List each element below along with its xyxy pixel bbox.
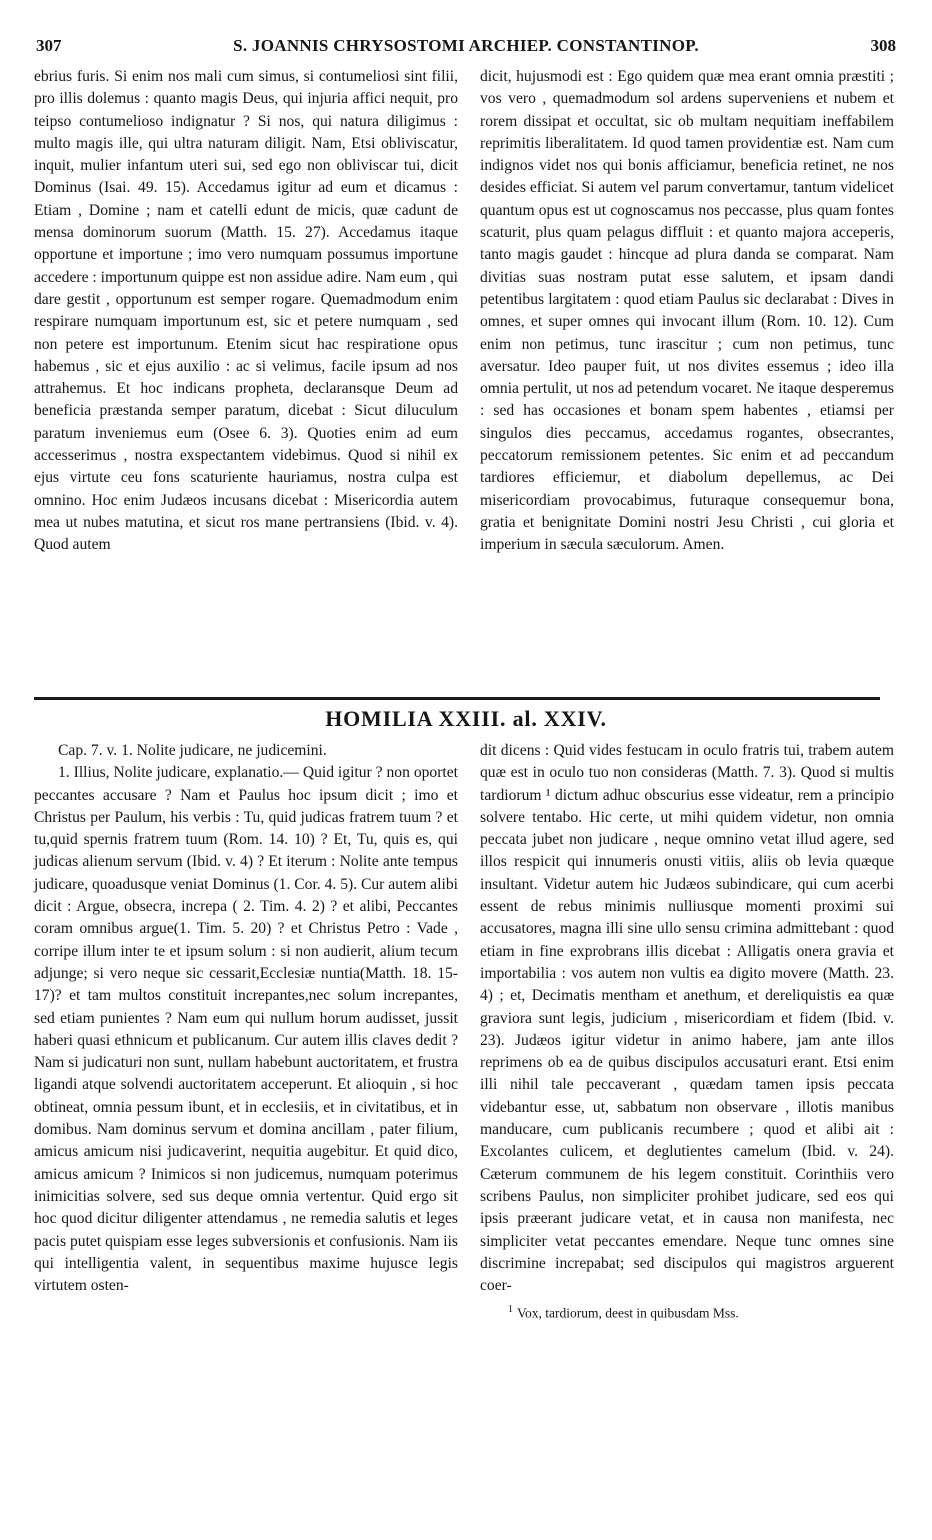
chapter-line: Cap. 7. v. 1. Nolite judicare, ne judicemini.	[58, 742, 327, 759]
running-header	[36, 36, 896, 62]
body-paragraph: 1. Illius, Nolite judicare, explanatio.— Quid igitur ? non oportet peccantes accusare ? Nam et Paulus hoc ipsum dicit ; imo et Christus per Paulum, his verbis : Tu, quid judicas fratrem tuum ? et tu,quid spernis fratrem tuum (Rom. 14. 10) ? Et, Tu, quis es, qui judicas alienum servum (Ibid. v. 4) ? Et iterum : Nolite ante tempus judicare, quoadusque veniat Dominus (1. Cor. 4. 5). Cur autem alibi dicit : Argue, obsecra, increpa ( 2. Tim. 4. 2) ? et alibi, Peccantes coram omnibus argue(1. Tim. 5. 20) ? et Christus Petro : Vade , corripe illum inter te et ipsum solum : si non audierit, alium tecum adjunge; si vero neque sic cessarit,Ecclesiæ nuntia(Matth. 18. 15-17)? et tam multos constituit increpantes,nec solum increpantes, sed etiam punientes ? Nam eum qui nullum horum audisset, jussit haberi quasi ethnicum et publicanum. Cur autem illis claves dedit ? Nam si judicaturi non sunt, nullam habebunt auctoritatem, et frustra ligandi atque solvendi auctoritatem acceperunt. Et alioquin , si hoc obtineat, omnia pessum ibunt, et in ecclesiis, et in civitatibus, et in domibus. Nam dominus servum et domina ancillam , pater filium, amicus amicum nisi judicaverint, nequitia augebitur. Et quid dico, amicus amicum ? Inimicos si non judicemus, numquam poterimus inimicitias solvere, sed sus deque omnia vertentur. Quid ergo sit hoc quod dicitur diligenter attendamus , ne remedia salutis et leges pacis putet quispiam esse leges subversionis et confusionis. Nam iis qui intelligentia valent, in sequentibus maxime hujusce legis virtutem osten-	[34, 764, 458, 1295]
page-number-right: 308	[870, 36, 896, 55]
top-right-column	[480, 66, 894, 557]
section-divider	[34, 697, 880, 700]
bottom-right-column	[480, 740, 894, 1323]
homily-title: HOMILIA XXIII. al. XXIV.	[325, 706, 607, 731]
body-paragraph: ebrius furis. Si enim nos mali cum simus, si contumeliosi sint filii, pro illis dolemus : quanto magis Deus, qui injuria affici nequit, pro teipso contumelioso indignatur ? Si nos, qui natura diligimus : multo magis ille, qui ultra naturam diligit. Nam, Etsi obliviscatur, inquit, mulier infantum uteri sui, sed ego non obliviscar tui, dicit Dominus (Isai. 49. 15). Accedamus igitur ad eum et dicamus : Etiam , Domine ; nam et catelli edunt de micis, quæ cadunt de mensa dominorum suorum (Matth. 15. 27). Accedamus itaque opportune et importune ; imo vero numquam possumus importune accedere : importunum quippe est non assidue adire. Nam eum , qui dare gestit , opportunum est semper rogare. Quemadmodum enim respirare numquam importunum est, sic et petere numquam , sed non petere est importunum. Etenim sicut hac respiratione opus habemus , sic et ejus auxilio : ac si velimus, facile ipsum ad nos attrahemus. Et hoc indicans propheta, declaransque Deum ad beneficia præstanda semper paratum, dicebat : Sicut diluculum paratum inveniemus eum (Osee 6. 3). Quoties enim ad eum accesserimus , nostra exspectantem videbimus. Quod si nihil ex ejus virtute ceu fons scaturiente hauriamus, nostra culpa est omnino. Hoc enim Judæos incusans dicebat : Misericordia autem mea ut nubes matutina, et sicut ros mane pertransiens (Ibid. v. 4). Quod autem	[34, 68, 458, 554]
body-paragraph: dit dicens : Quid vides festucam in oculo fratris tui, trabem autem quæ est in oculo tuo non consideras (Matth. 7. 3). Quod si multis tardiorum ¹ dictum adhuc obscurius esse videatur, rem a principio solvere tentabo. Hic certe, ut mihi quidem videtur, non omnia peccata jubet non judicare , neque omnino vetat illud agere, sed illos respicit qui innumeris onusti vitiis, aliis ob levia quæque insultant. Videtur autem hic Judæos subindicare, qui cum acerbi essent de rebus minimis nulliusque momenti proximi sui accusatores, magna illi sine ullo sensu crimina admittebant : quod etiam in fine exprobrans illis dicebat : Alligatis onera gravia et importabilia : vos autem non vultis ea digito movere (Matth. 23. 4) ; et, Decimatis mentham et anethum, et dereliquistis ea quæ graviora sunt legis, judicium , misericordiam et fidem (Ibid. v. 23). Judæos igitur videtur in animo habere, jam ante illos reprimens ob ea de quibus discipulos accusaturi erant. Etsi enim illi nihil tale peccaverant , quædam tamen ipsis peccata videbantur esse, ut, sabbatum non observare , illotis manibus manducare, cum publicanis recumbere ; quod et alibi ait : Excolantes culicem, et deglutientes camelum (Ibid. v. 24). Cæterum communem de his legem constituit. Corinthiis vero scribens Paulus, non simpliciter prohibet judicare, sed eos qui ipsis præerant judicare vetat, et in causa non manifesta, nec simpliciter vetat peccantes emendare. Neque tunc omnes sine discrimine increpabat; sed discipulos qui magistros arguerent coer-	[480, 742, 894, 1295]
top-left-column	[34, 66, 458, 557]
footnote-marker: 1	[508, 1304, 513, 1316]
page-number-left: 307	[36, 36, 62, 55]
footnote-text: Vox, tardiorum, deest in quibusdam Mss.	[517, 1305, 739, 1321]
body-paragraph: dicit, hujusmodi est : Ego quidem quæ mea erant omnia præstiti ; vos vero , quemadmodum sol ardens superveniens et nubem et rorem dissipat et occultat, sic ob multam nequitiam ineffabilem reprimitis liberalitatem. Id quod tamen providentiæ est. Nam cum indignos videt nos qui bonis afficiamur, beneficia retinet, ne nos desides efficiat. Si autem vel parum convertamur, tantum videlicet quantum opus est ut cognoscamus nos peccasse, plus quam fontes scaturit, plus quam pelagus diffluit : et quanto majora acceperis, tanto magis gaudet : hincque ad plura danda se comparat. Nam divitias suas nostram putat esse salutem, et ipsam dandi petentibus largitatem : quod etiam Paulus sic declarabat : Dives in omnes, et super omnes qui invocant illum (Rom. 10. 12). Cum enim non petimus, tunc irascitur ; cum non petimus, tunc aversatur. Ideo pauper fuit, ut nos divites essemus ; ideo illa omnia pertulit, ut nos ad petendum vocaret. Ne itaque desperemus : sed has occasiones et bonam spem habentes , etiamsi per singulos dies peccamus, accedamus rogantes, obsecrantes, peccatorum remissionem petentes. Sic enim et ad peccandum tardiores efficiemur, et diabolum depellemus, ac Dei misericordiam provocabimus, futuraque consequemur bona, gratia et benignitate Domini nostri Jesu Christi , cui gloria et imperium in sæcula sæculorum. Amen.	[480, 68, 894, 554]
running-title: S. JOANNIS CHRYSOSTOMI ARCHIEP. CONSTANTINOP.	[233, 36, 699, 55]
footnote	[480, 1301, 894, 1323]
bottom-left-column	[34, 740, 458, 1297]
